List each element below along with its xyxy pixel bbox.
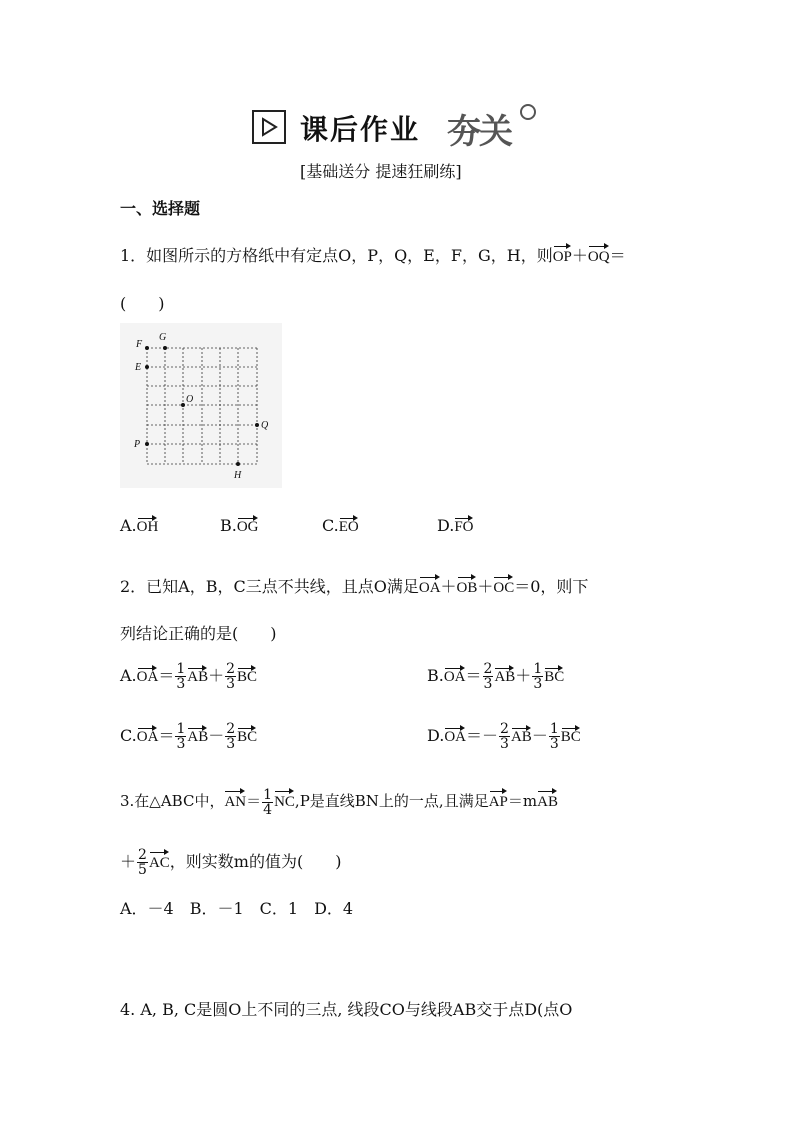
vector-op: OP bbox=[553, 241, 572, 267]
q2-option-b[interactable]: B.OA＝ $\frac{2}{3}$ AB＋ $\frac{1}{3}$ BC bbox=[427, 661, 565, 692]
q2-option-d[interactable]: D.OA＝－ $\frac{2}{3}$ AB－ $\frac{1}{3}$ BC bbox=[427, 721, 581, 752]
header-logo: 夯关 bbox=[447, 112, 511, 152]
q1-option-a[interactable]: A.OH bbox=[120, 513, 158, 536]
grid-figure bbox=[120, 323, 282, 488]
point-label-p: P bbox=[134, 439, 141, 450]
header-title: 课后作业 bbox=[300, 113, 421, 146]
point-label-q: Q bbox=[261, 420, 269, 431]
question-2-line2: 列结论正确的是( ) bbox=[120, 624, 277, 643]
question-3-line2: ＋ $\frac{2}{5}$ AC，则实数m的值为( ) bbox=[120, 847, 342, 878]
question-4: 4. A, B, C是圆O上不同的三点, 线段CO与线段AB交于点D(点O bbox=[120, 1000, 573, 1019]
vector-oq: OQ bbox=[588, 241, 610, 267]
q1-option-c[interactable]: C.EO bbox=[322, 513, 359, 536]
question-1-paren: ( ) bbox=[120, 294, 165, 313]
question-1: 1．如图所示的方格纸中有定点O，P，Q，E，F，G，H，则OP＋OQ＝ bbox=[120, 241, 626, 267]
point-label-g: G bbox=[159, 332, 167, 343]
point-label-f: F bbox=[136, 339, 143, 350]
q1-option-b[interactable]: B.OG bbox=[220, 513, 259, 536]
q1-option-d[interactable]: D.FO bbox=[437, 513, 474, 536]
point-label-e: E bbox=[135, 362, 142, 373]
q2-option-c[interactable]: C.OA＝ $\frac{1}{3}$ AB－ $\frac{2}{3}$ BC bbox=[120, 721, 258, 752]
logo-badge-icon bbox=[520, 104, 536, 120]
question-3: 3.在△ABC中，AN＝ $\frac{1}{4}$ NC,P是直线BN上的一点,且满足AP＝mAB bbox=[120, 786, 558, 818]
header-play-icon bbox=[252, 110, 286, 144]
header-subtitle: [基础送分 提速狂刷练] bbox=[300, 162, 462, 181]
point-label-o: O bbox=[186, 394, 194, 405]
q2-option-a[interactable]: A.OA＝ $\frac{1}{3}$ AB＋ $\frac{2}{3}$ BC bbox=[120, 661, 258, 692]
section-heading: 一、选择题 bbox=[120, 199, 201, 218]
q3-answer-choices[interactable]: A．－4 B．－1 C．1 D．4 bbox=[120, 899, 354, 918]
point-label-h: H bbox=[234, 470, 242, 481]
question-2: 2．已知A，B，C三点不共线，且点O满足OA＋OB＋OC＝0，则下 bbox=[120, 572, 588, 598]
